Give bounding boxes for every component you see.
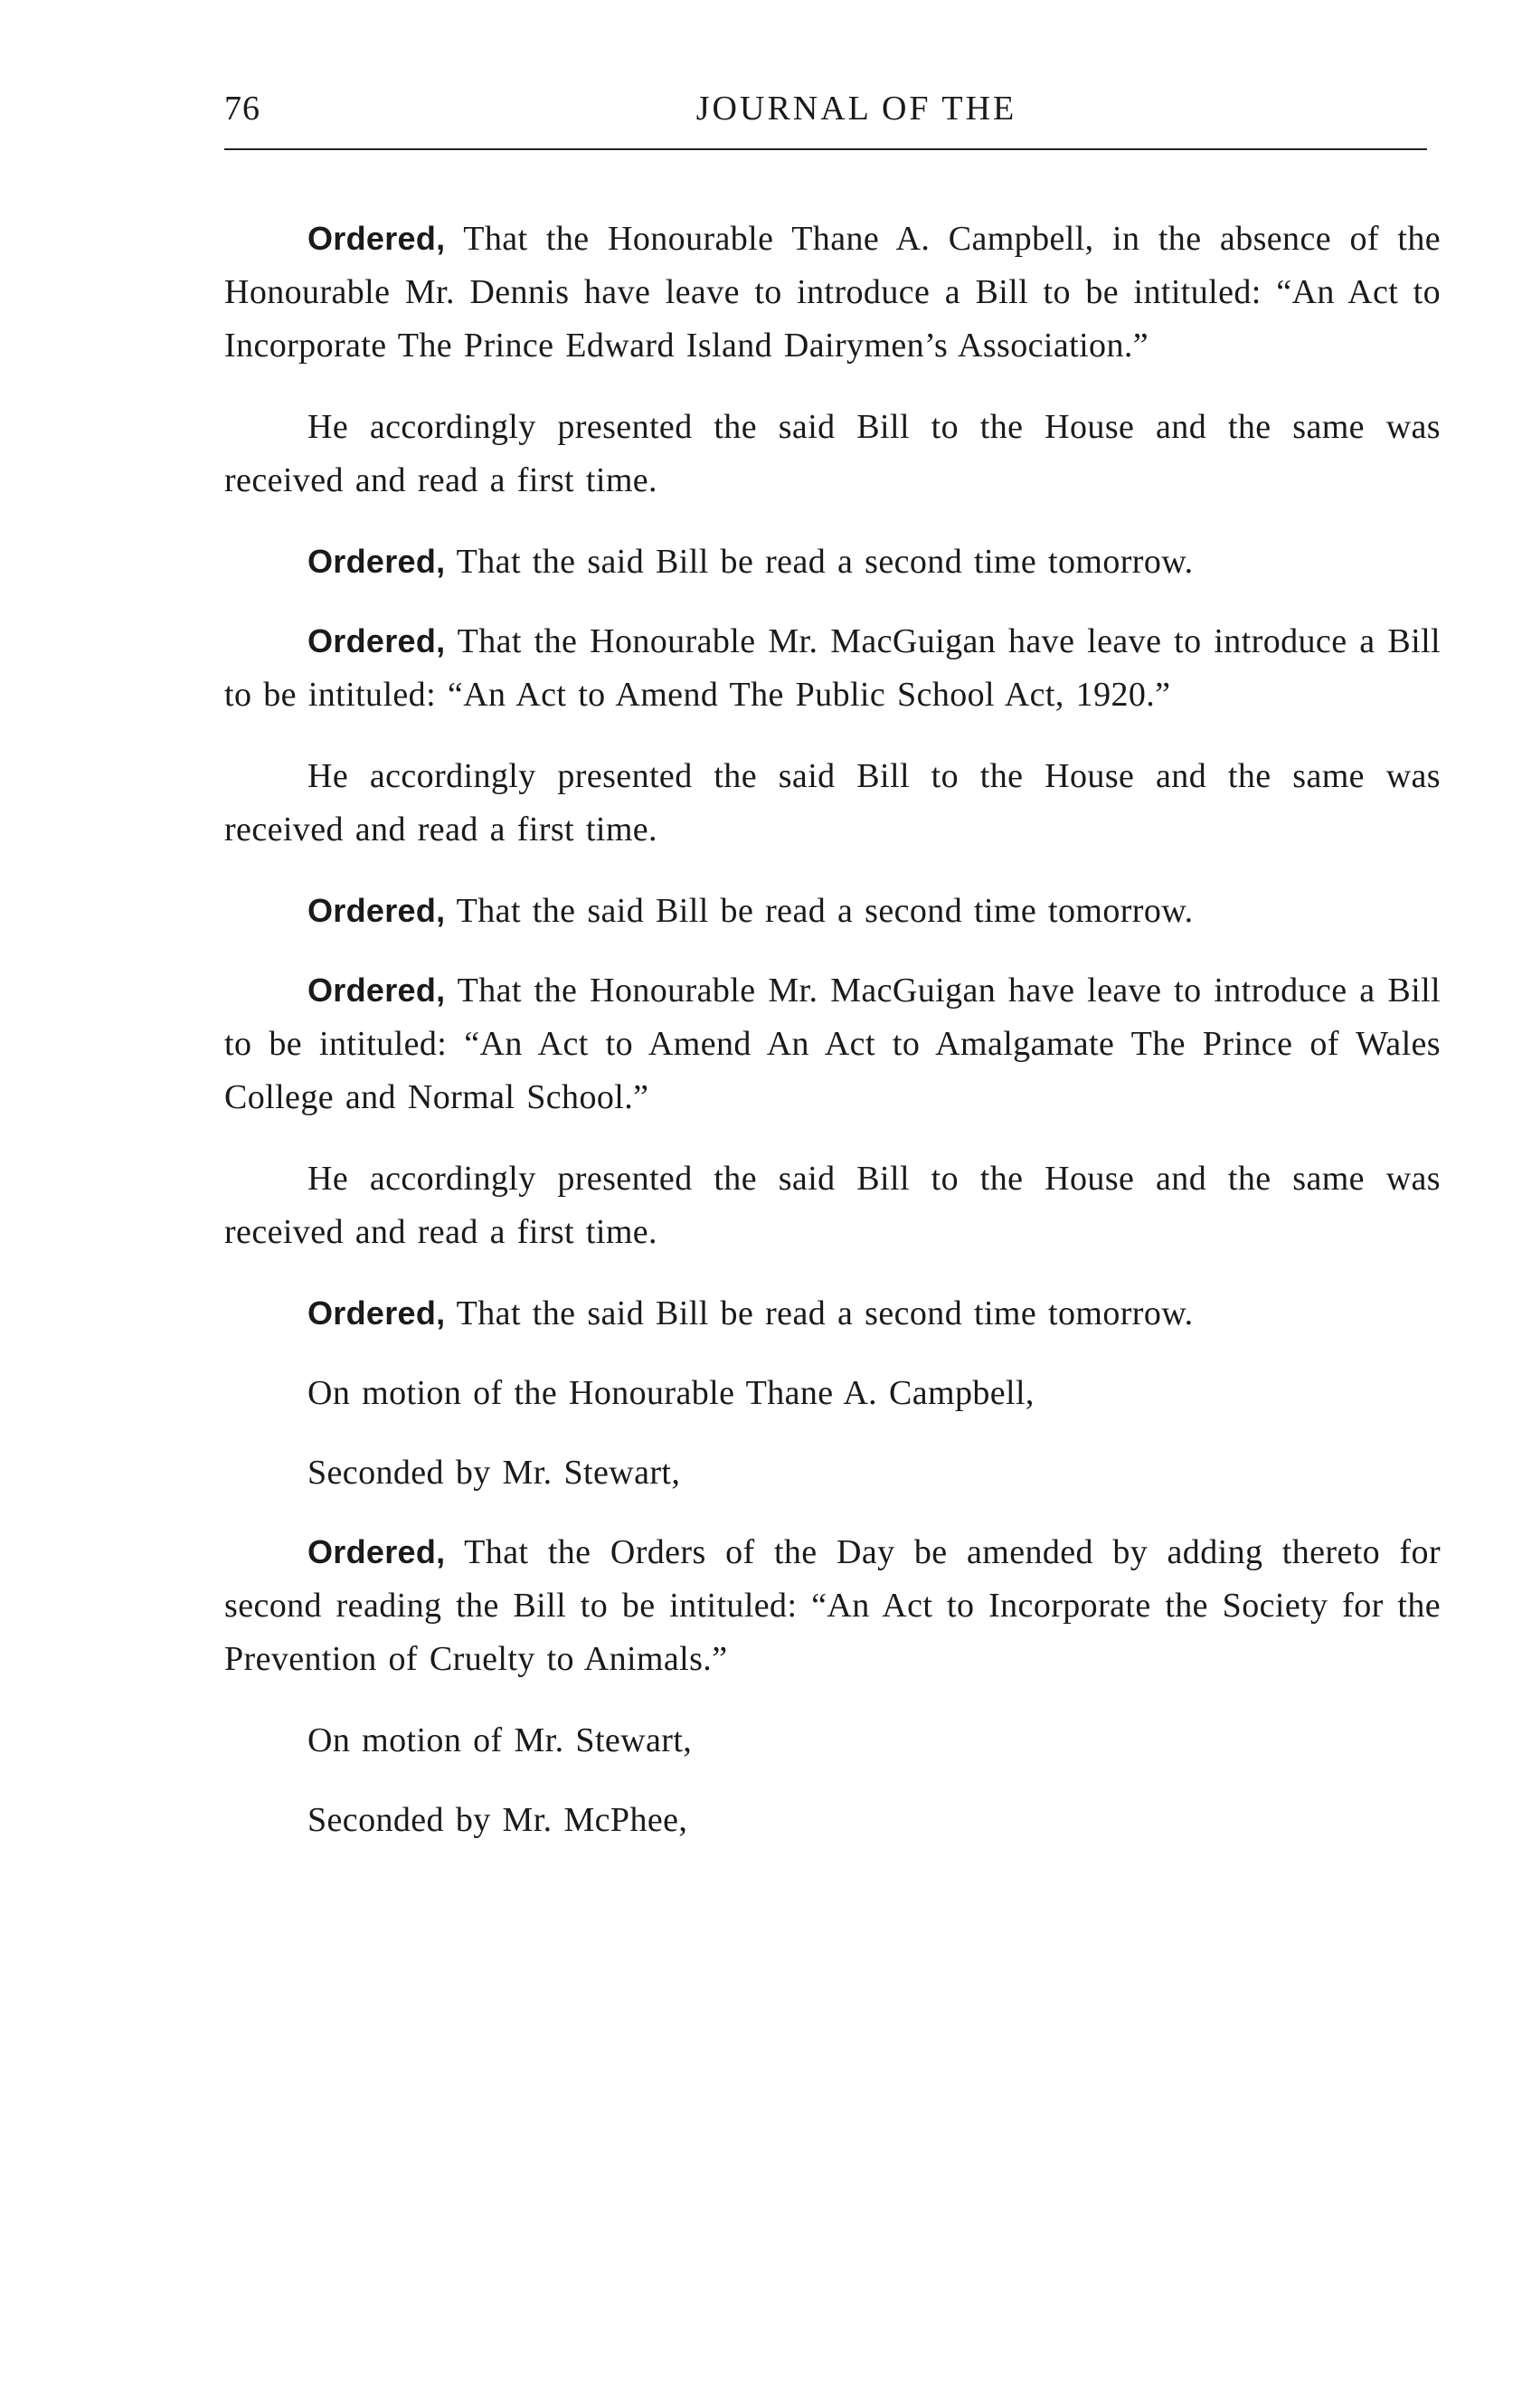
- entry-text: That the Orders of the Day be amended by adding thereto for second reading the Bill to be intituled: “An Act to Incorporate the Society for the Prevention of Cruelty to Animals.”: [224, 1533, 1441, 1678]
- entry-text: That the said Bill be read a second time tomorrow.: [445, 1294, 1194, 1332]
- journal-entry: [224, 1152, 1441, 1259]
- entry-text: That the said Bill be read a second time tomorrow.: [445, 892, 1194, 930]
- entry-lead: Ordered,: [307, 972, 446, 1009]
- journal-entry: [224, 400, 1441, 507]
- journal-entry: [224, 1286, 1441, 1341]
- entry-text: Seconded by Mr. McPhee,: [307, 1801, 688, 1839]
- journal-entry: [224, 1713, 1441, 1768]
- entry-text: That the said Bill be read a second time tomorrow.: [445, 543, 1194, 581]
- entry-lead: Ordered,: [307, 1533, 446, 1570]
- page-header: [224, 89, 1425, 143]
- entry-text: He accordingly presented the said Bill to the House and the same was received and read a first time.: [224, 408, 1441, 499]
- entry-text: On motion of the Honourable Thane A. Campbell,: [307, 1374, 1035, 1412]
- entry-text: That the Honourable Mr. MacGuigan have leave to introduce a Bill to be intituled: “An Act to Amend An Act to Amalgamate The Prince of Wales College and Normal School.”: [224, 972, 1441, 1116]
- header-rule: [224, 148, 1427, 150]
- entry-lead: Ordered,: [307, 220, 446, 257]
- entry-text: On motion of Mr. Stewart,: [307, 1721, 693, 1759]
- journal-entry: [224, 212, 1441, 373]
- journal-entry: [224, 1366, 1441, 1420]
- journal-entry: [224, 963, 1441, 1124]
- journal-entry: [224, 1525, 1441, 1686]
- journal-entry: [224, 1446, 1441, 1500]
- journal-entry: [224, 535, 1441, 589]
- entry-text: That the Honourable Mr. MacGuigan have leave to introduce a Bill to be intituled: “An Act to Amend The Public School Act, 1920.”: [224, 622, 1441, 714]
- journal-body: [224, 212, 1441, 1872]
- entry-text: Seconded by Mr. Stewart,: [307, 1454, 681, 1492]
- entry-text: He accordingly presented the said Bill to the House and the same was received and read a first time.: [224, 1160, 1441, 1251]
- journal-entry: [224, 749, 1441, 857]
- entry-lead: Ordered,: [307, 1294, 446, 1332]
- entry-lead: Ordered,: [307, 622, 446, 659]
- journal-entry: [224, 614, 1441, 722]
- journal-entry: [224, 884, 1441, 938]
- entry-text: That the Honourable Thane A. Campbell, in the absence of the Honourable Mr. Dennis have leave to introduce a Bill to be intituled: “An Act to Incorporate The Prince Edward Island Dairymen’s Association.”: [224, 220, 1441, 365]
- entry-lead: Ordered,: [307, 543, 446, 580]
- running-head: JOURNAL OF THE: [695, 90, 1017, 128]
- entry-text: He accordingly presented the said Bill to the House and the same was received and read a first time.: [224, 757, 1441, 848]
- journal-entry: [224, 1793, 1441, 1847]
- page-number: 76: [224, 90, 260, 128]
- entry-lead: Ordered,: [307, 892, 446, 929]
